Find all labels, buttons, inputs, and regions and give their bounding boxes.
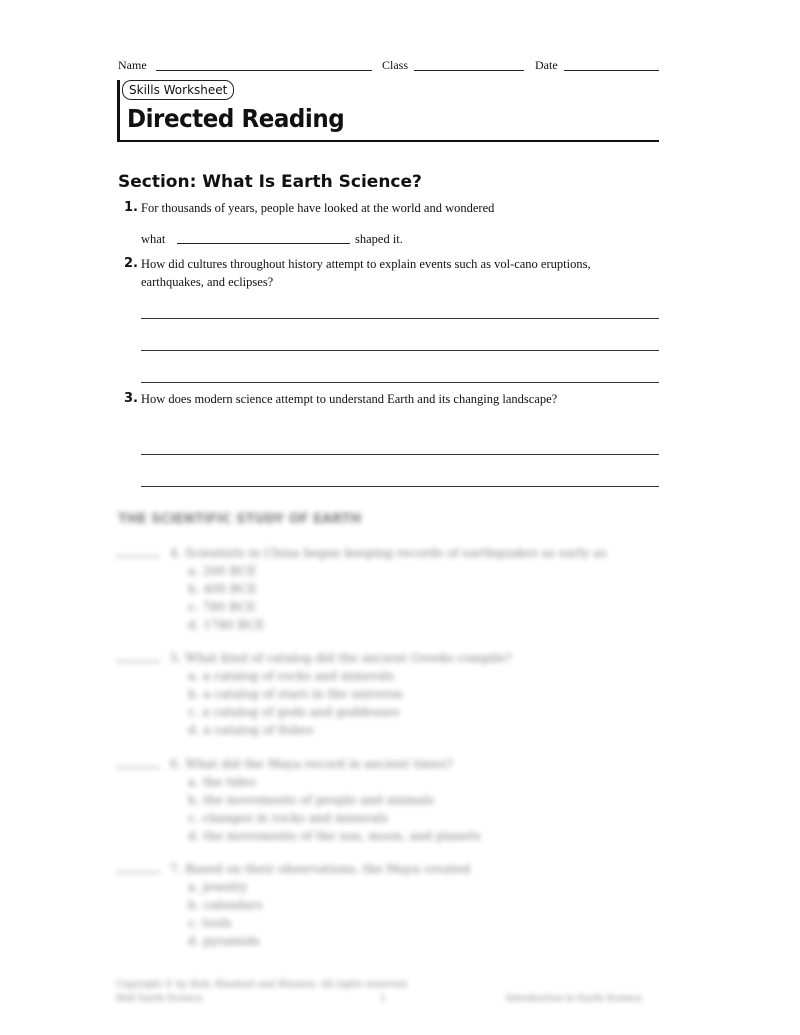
blurred-option: c. 780 BCE — [188, 600, 257, 614]
blurred-option: a. a catalog of rocks and minerals — [188, 669, 394, 683]
question-1-what: what — [141, 232, 166, 246]
blurred-question-5: 5. What kind of catalog did the ancient Greeks compile? — [170, 651, 512, 665]
title-bar — [117, 80, 120, 142]
footer-copyright: Copyright © by Holt, Rinehart and Winston. All rights reserved. — [116, 980, 409, 990]
footer-chapter: Introduction to Earth Science — [506, 994, 642, 1004]
blurred-option: a. the tides — [188, 775, 256, 789]
answer-blank-5 — [116, 661, 160, 662]
blurred-option: d. the movements of the sun, moon, and planets — [188, 829, 481, 843]
blurred-option: c. changes in rocks and minerals — [188, 811, 389, 825]
question-2-answer-line-2[interactable] — [141, 350, 659, 351]
question-3-answer-line-1[interactable] — [141, 454, 659, 455]
answer-blank-4 — [116, 556, 160, 557]
question-1-text: For thousands of years, people have looked at the world and wondered — [141, 201, 495, 215]
class-label: Class — [382, 58, 409, 72]
blurred-option: d. pyramids — [188, 934, 260, 948]
question-2-answer-line-3[interactable] — [141, 382, 659, 383]
blurred-question-6: 6. What did the Maya record in ancient times? — [170, 757, 453, 771]
blurred-option: b. 400 BCE — [188, 582, 258, 596]
footer-page-number: 1 — [380, 994, 386, 1004]
blurred-question-7: 7. Based on their observations, the Maya created — [170, 862, 471, 876]
question-2-number: 2. — [124, 256, 138, 271]
blurred-heading: THE SCIENTIFIC STUDY OF EARTH — [118, 512, 362, 527]
blurred-option: a. jewelry — [188, 880, 248, 894]
question-2-answer-line-1[interactable] — [141, 318, 659, 319]
skills-worksheet-badge: Skills Worksheet — [122, 80, 234, 100]
blurred-option: b. the movements of people and animals — [188, 793, 434, 807]
blurred-option: c. a catalog of gods and goddesses — [188, 705, 400, 719]
blurred-option: b. calendars — [188, 898, 263, 912]
section-title: Section: What Is Earth Science? — [118, 172, 422, 192]
question-1-blank[interactable] — [177, 243, 350, 244]
answer-blank-7 — [116, 872, 160, 873]
question-3-answer-line-2[interactable] — [141, 486, 659, 487]
date-label: Date — [535, 58, 558, 72]
blurred-option: a. 200 BCE — [188, 564, 257, 578]
question-1-number: 1. — [124, 200, 138, 215]
page-title: Directed Reading — [127, 104, 345, 133]
blurred-option: b. a catalog of stars in the universe — [188, 687, 404, 701]
question-3-text: How does modern science attempt to understand Earth and its changing landscape? — [141, 392, 558, 406]
blurred-option: d. a catalog of fishes — [188, 723, 314, 737]
title-divider — [117, 140, 659, 142]
name-label: Name — [118, 58, 147, 72]
question-3-number: 3. — [124, 391, 138, 406]
date-field[interactable] — [564, 70, 659, 71]
class-field[interactable] — [414, 70, 524, 71]
blurred-option: c. tools — [188, 916, 232, 930]
footer-book: Holt Earth Science — [116, 994, 203, 1004]
question-2-text: How did cultures throughout history attempt to explain events such as vol-cano eruptions, earthquakes, and eclipses? — [141, 257, 591, 289]
name-field[interactable] — [156, 70, 372, 71]
question-1-after: shaped it. — [355, 232, 403, 246]
blurred-preview — [110, 508, 670, 1028]
answer-blank-6 — [116, 767, 160, 768]
blurred-option: d. 1780 BCE — [188, 618, 265, 632]
blurred-question-4: 4. Scientists in China began keeping records of earthquakes as early as — [170, 546, 607, 560]
